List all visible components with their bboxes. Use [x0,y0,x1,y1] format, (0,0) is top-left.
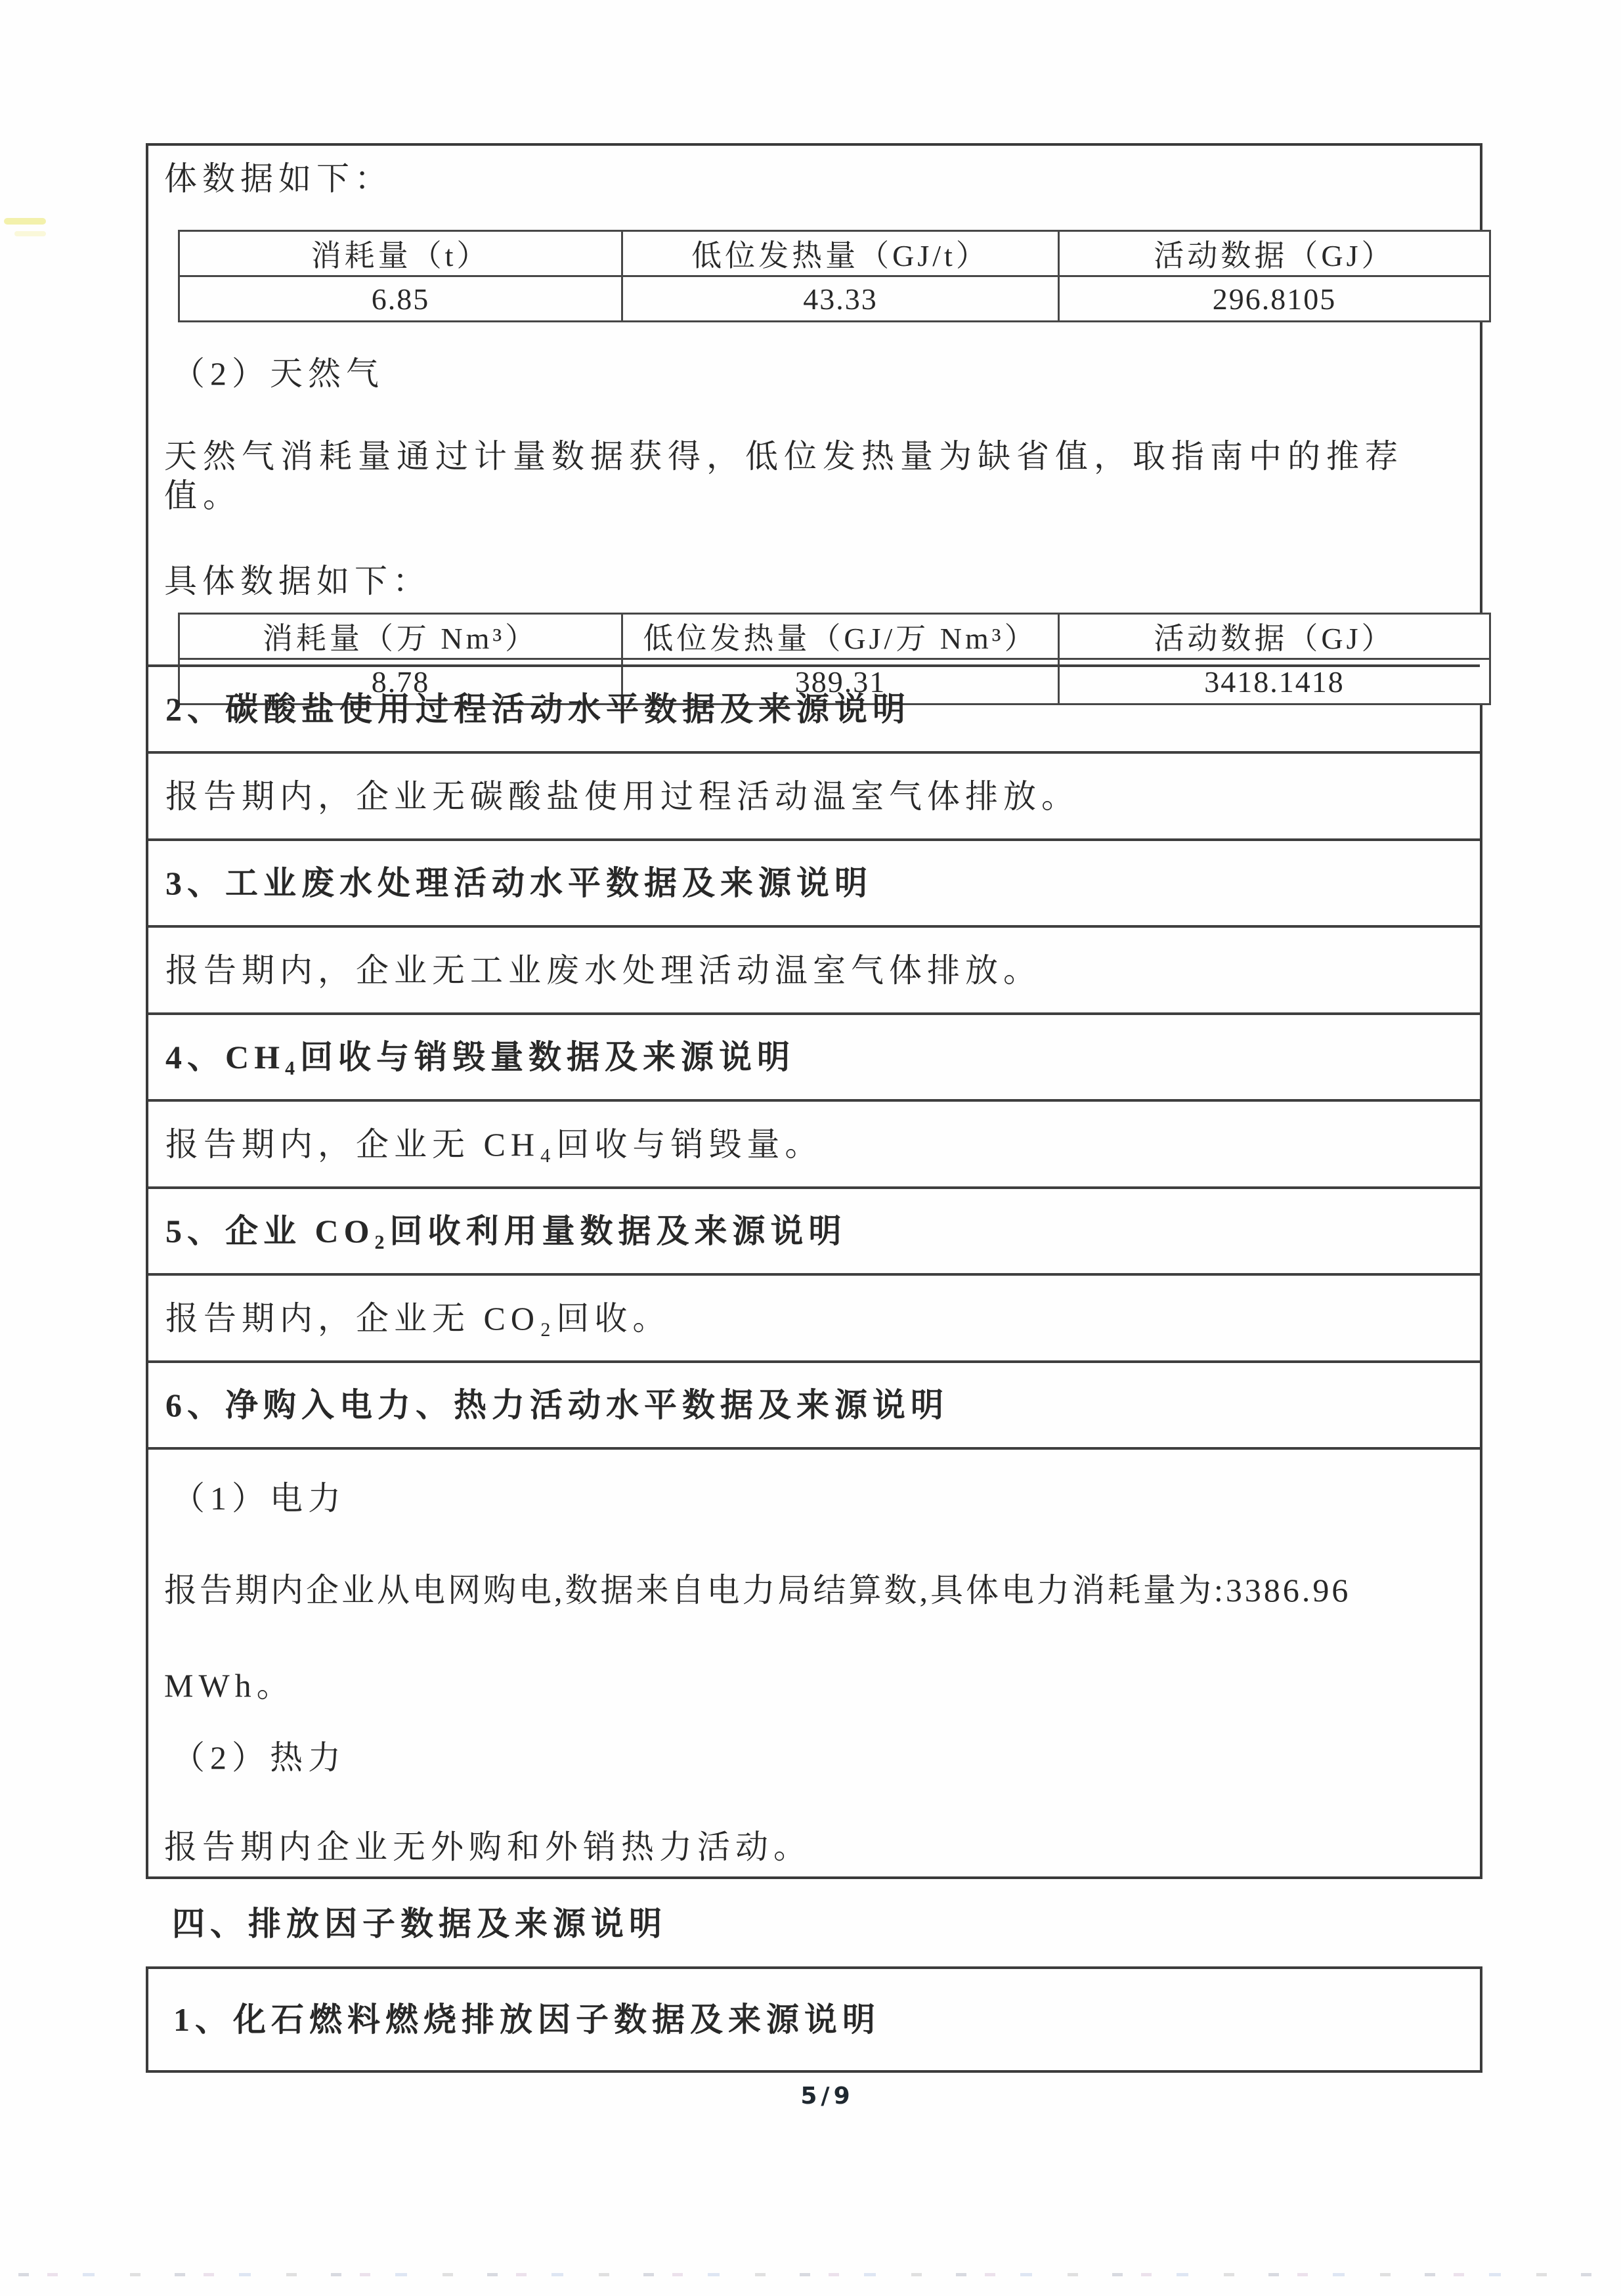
detail-intro-line: 具体数据如下： [164,563,431,599]
ch4-recovery-body-row [148,1099,1480,1186]
activity-data-outer-table [146,143,1482,1879]
natural-gas-paragraph: 天然气消耗量通过计量数据获得，低位发热量为缺省值，取指南中的推荐值。 [164,438,1404,514]
activity-data-value-cell: 296.8105 [1058,276,1490,322]
section-heading-text: 5、企业 CO₂回收利用量数据及来源说明 [165,1213,847,1249]
section-heading-text: 6、净购入电力、热力活动水平数据及来源说明 [165,1387,949,1423]
electricity-paragraph-line2: MWh。 [164,1667,295,1704]
activity-data-value-cell: 3418.1418 [1058,659,1490,704]
ch4-recovery-heading-row [148,1012,1480,1099]
electricity-heat-section [148,1447,1480,1874]
table-header-row [179,614,1490,659]
intro-line: 体数据如下： [164,160,393,197]
section-body-text: 报告期内，企业无 CO₂回收。 [165,1299,671,1337]
page-number: 5/9 [800,2083,854,2110]
co2-recovery-body-row [148,1273,1480,1360]
highlighter-mark-artifact-small [14,231,46,236]
emission-factor-section-heading: 四、排放因子数据及来源说明 [172,1905,667,1942]
activity-data-header-cell: 活动数据（GJ） [1058,231,1490,276]
heating-value-value-cell: 43.33 [622,276,1058,322]
activity-data-header-cell: 活动数据（GJ） [1058,614,1490,659]
wastewater-heading-row [148,838,1480,925]
natural-gas-subheading: （2）天然气 [172,355,384,392]
section-body-text: 报告期内，企业无碳酸盐使用过程活动温室气体排放。 [165,777,1079,815]
heating-value-header-cell: 低位发热量（GJ/万 Nm³） [622,614,1058,659]
highlighter-mark-artifact [4,218,46,225]
purchased-energy-heading-row [148,1360,1480,1447]
fossil-fuel-factor-table [146,1966,1482,2073]
section-body-text: 报告期内，企业无 CH₄回收与销毁量。 [165,1125,823,1163]
heating-value-value-cell: 389.31 [622,659,1058,704]
fuel-activity-section [148,146,1480,699]
consumption-value-cell: 6.85 [179,276,622,322]
fossil-fuel-factor-heading: 1、化石燃料燃烧排放因子数据及来源说明 [173,2001,880,2038]
consumption-header-cell: 消耗量（t） [179,231,622,276]
heat-subheading: （2）热力 [172,1739,346,1776]
co2-recovery-heading-row [148,1186,1480,1273]
section-heading-text: 2、碳酸盐使用过程活动水平数据及来源说明 [165,691,911,727]
wastewater-body-row [148,925,1480,1012]
section-body-text: 报告期内，企业无工业废水处理活动温室气体排放。 [165,951,1041,989]
section-heading-text: 3、工业废水处理活动水平数据及来源说明 [165,865,873,901]
table-value-row [179,276,1490,322]
section-heading-text: 4、CH₄回收与销毁量数据及来源说明 [165,1039,795,1075]
heat-paragraph: 报告期内企业无外购和外销热力活动。 [164,1829,811,1865]
carbonate-body-row [148,751,1480,838]
heating-value-header-cell: 低位发热量（GJ/t） [622,231,1058,276]
consumption-header-cell: 消耗量（万 Nm³） [179,614,622,659]
diesel-data-table [178,230,1491,322]
scan-noise-artifact [18,2273,1607,2276]
electricity-subheading: （1）电力 [172,1480,346,1517]
consumption-value-cell: 8.78 [179,659,622,704]
electricity-paragraph-line1: 报告期内企业从电网购电,数据来自电力局结算数,具体电力消耗量为:3386.96 [164,1572,1351,1609]
table-header-row [179,231,1490,276]
